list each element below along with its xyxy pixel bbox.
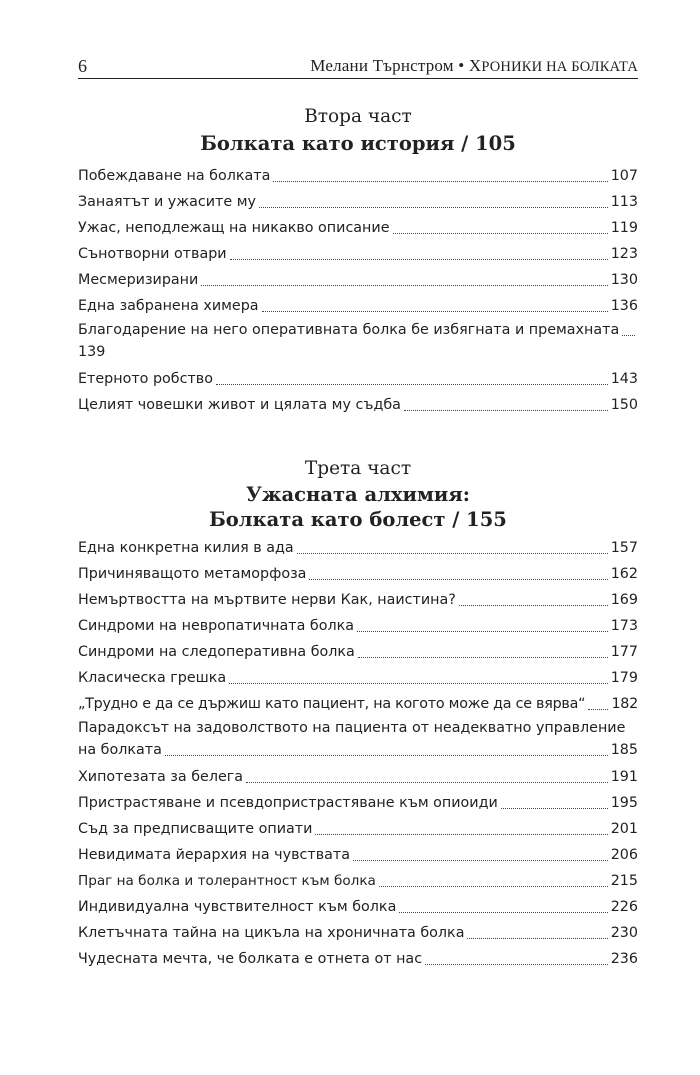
- dot-leader: [262, 311, 608, 312]
- toc-entry[interactable]: „Трудно е да се държиш като пациент, на когото може да се вярва“ 182: [78, 696, 638, 712]
- running-title: [310, 56, 638, 76]
- toc-entry[interactable]: Благодарение на него оперативната болка бе избягната и премахната 139: [78, 316, 638, 363]
- part3-title-line2: Болката като болест / 155: [209, 508, 507, 531]
- toc-entry[interactable]: Чудесната мечта, че болката е отнета от нас 236: [78, 951, 638, 967]
- dot-leader: [309, 579, 607, 580]
- dot-leader: [358, 657, 608, 658]
- toc-entry[interactable]: Клетъчната тайна на цикъла на хроничната болка 230: [78, 925, 638, 941]
- dot-leader: [315, 834, 607, 835]
- dot-leader: [273, 181, 607, 182]
- toc-entry[interactable]: Синдроми на следоперативна болка 177: [78, 644, 638, 660]
- toc-entry[interactable]: Целият човешки живот и цялата му съдба 150: [78, 397, 638, 413]
- dot-leader: [297, 553, 608, 554]
- author-name: Мелани Търнстром: [310, 56, 454, 75]
- toc-entry[interactable]: Причиняващото метаморфоза 162: [78, 566, 638, 582]
- dot-leader: [259, 207, 608, 208]
- toc-entry[interactable]: Занаятът и ужасите му 113: [78, 194, 638, 210]
- toc-entry[interactable]: Парадоксът на задоволството на пациента от неадекватно управление на болката 185: [78, 720, 638, 758]
- toc-entry[interactable]: Сънотворни отвари 123: [78, 246, 638, 262]
- toc-entry[interactable]: Хипотезата за белега 191: [78, 769, 638, 785]
- part3-label: Трета част: [304, 458, 412, 479]
- dot-leader: [216, 384, 608, 385]
- dot-leader: [165, 755, 608, 756]
- toc-entry[interactable]: Пристрастяване и псевдопристрастяване към опиоиди 195: [78, 795, 638, 811]
- dot-leader: [353, 860, 608, 861]
- toc-entry[interactable]: Индивидуална чувствителност към болка 226: [78, 899, 638, 915]
- running-header: [78, 52, 638, 79]
- toc-entry[interactable]: Една конкретна килия в ада 157: [78, 540, 638, 556]
- dot-leader: [230, 259, 608, 260]
- dot-leader: [404, 410, 608, 411]
- dot-leader: [357, 631, 608, 632]
- dot-leader: [229, 683, 608, 684]
- dot-leader: [425, 964, 608, 965]
- toc-entry[interactable]: Етерното робство 143: [78, 371, 638, 387]
- dot-leader: [201, 285, 607, 286]
- dot-leader: [246, 782, 608, 783]
- toc-part2: [78, 160, 638, 415]
- toc-entry[interactable]: Съд за предписващите опиати 201: [78, 821, 638, 837]
- page-number: 6: [78, 56, 87, 76]
- toc-entry[interactable]: Класическа грешка 179: [78, 670, 638, 686]
- dot-leader: [393, 233, 608, 234]
- dot-leader: [501, 808, 608, 809]
- dot-leader: [379, 886, 608, 887]
- toc-entry[interactable]: Месмеризирани 130: [78, 272, 638, 288]
- toc-entry[interactable]: Синдроми на невропатичната болка 173: [78, 618, 638, 634]
- toc-entry[interactable]: Побеждаване на болката 107: [78, 168, 638, 184]
- toc-entry[interactable]: Една забранена химера 136: [78, 298, 638, 314]
- book-title-initial: Х: [468, 56, 482, 75]
- dot-leader: [399, 912, 607, 913]
- toc-entry[interactable]: Праг на болка и толерантност към болка 215: [78, 873, 638, 889]
- dot-leader: [467, 938, 607, 939]
- dot-leader: [622, 335, 635, 336]
- part2-label: Втора част: [304, 106, 412, 127]
- toc-entry[interactable]: Немъртвостта на мъртвите нерви Как, наистина? 169: [78, 592, 638, 608]
- separator-bullet: •: [458, 56, 465, 75]
- toc-entry[interactable]: Невидимата йерархия на чувствата 206: [78, 847, 638, 863]
- dot-leader: [588, 709, 608, 710]
- toc-entry[interactable]: Ужас, неподлежащ на никакво описание 119: [78, 220, 638, 236]
- toc-part3: [78, 532, 638, 969]
- dot-leader: [459, 605, 608, 606]
- part2-title: Болката като история / 105: [200, 132, 516, 155]
- part3-title-line1: Ужасната алхимия:: [246, 483, 470, 506]
- book-title-smallcaps: РОНИКИ НА БОЛКАТА: [481, 59, 638, 75]
